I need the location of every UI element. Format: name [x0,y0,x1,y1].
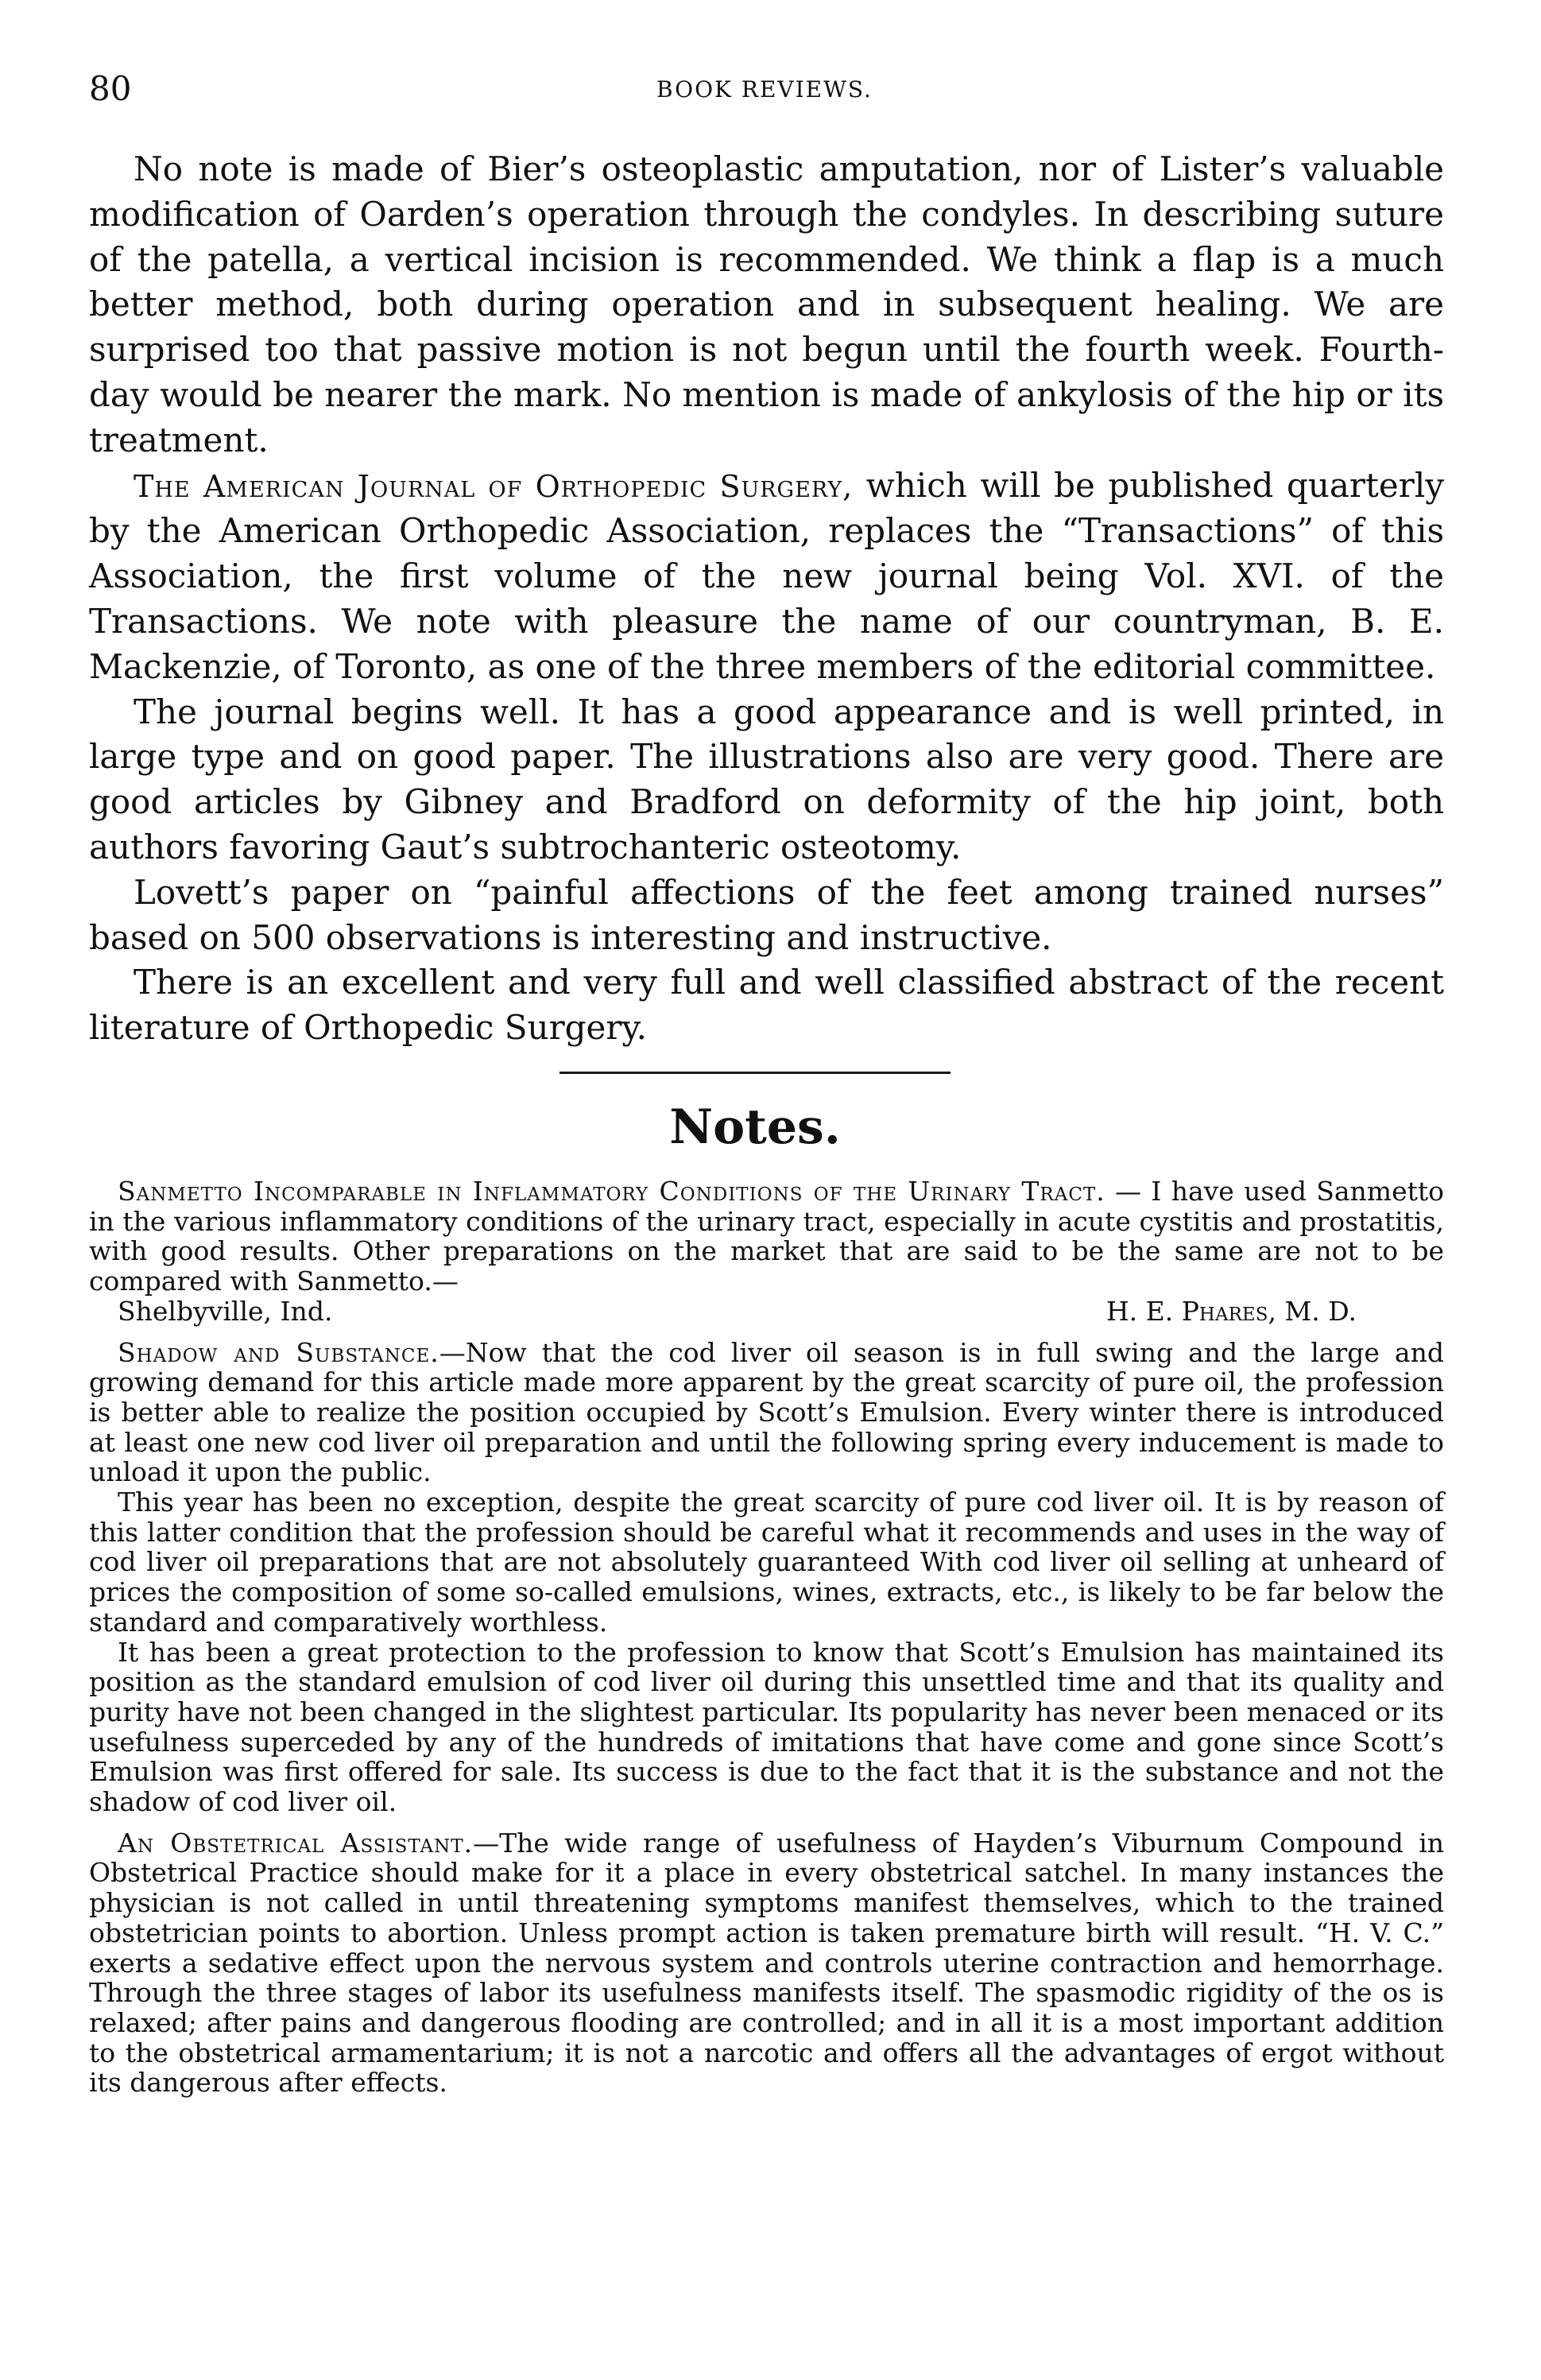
note-shadow-title: Shadow and Substance. [118,1336,439,1368]
note-shadow-paragraph-1 [89,1338,1444,1488]
review-paragraph-3: The journal begins well. It has a good appearance and is well printed, in large type and on good paper. The illustrations also are very good. There are good articles by Gibney and Bradford on deformity of the hip joint, both authors favoring Gaut’s subtrochanteric osteotomy. [89,692,1444,866]
book-reviews-section [89,147,1444,1051]
note-sanmetto-signature: H. E. Phares, M. D. [1105,1295,1357,1327]
review-paragraph-1: No note is made of Bier’s osteoplastic amputation, nor of Lister’s valuable modification of Oarden’s operation through the condyles. In describing suture of the patella, a vertical incision is recommended. We think a flap is a much better method, both during operation and in subsequent healing. We are surprised too that passive motion is not begun until the fourth week. Fourth-day would be nearer the mark. No mention is made of ankylosis of the hip or its treatment. [89,149,1444,459]
review-paragraph-4: Lovett’s paper on “painful affections of the feet among trained nurses” based on 500 observations is interesting and instructive. [89,872,1444,957]
review-paragraph-5: There is an excellent and very full and well classified abstract of the recent literature of Orthopedic Surgery. [89,963,1444,1048]
note-sanmetto [89,1176,1444,1297]
note-obstetrical-title: An Obstetrical Assistant. [118,1827,474,1859]
note-obstetrical [89,1828,1444,2098]
review-paragraph-2 [89,463,1444,690]
running-head: BOOK REVIEWS. [656,76,873,103]
note-sanmetto-title: Sanmetto Incomparable in Inflammatory Conditions of the Urinary Tract. [118,1176,1105,1207]
note-shadow-text-1: —Now that the cod liver oil season is in full swing and the large and growing demand for this article made more apparent by the great scarcity of pure oil, the profession is better able to realize the position occupied by Scott’s Emulsion. Every winter there is introduced at least one new cod liver oil preparation and until the following spring every inducement is made to unload it upon the public. [89,1336,1444,1488]
notes-heading: Notes. [669,1099,841,1155]
note-shadow-paragraph-3: It has been a great protection to the profession to know that Scott’s Emulsion has maintained its position as the standard emulsion of cod liver oil during this unsettled time and that its quality and purity have not been changed in the slightest particular. Its popularity has never been menaced or its usefulness superceded by any of the hundreds of imitations that have come and gone since Scott’s Emulsion was first offered for sale. Its success is due to the fact that it is the substance and not the shadow of cod liver oil. [89,1636,1444,1818]
page-number: 80 [89,69,132,108]
note-sanmetto-place: Shelbyville, Ind. [118,1295,333,1327]
note-sanmetto-body: — I have used Sanmetto in the various inflammatory conditions of the urinary tract, especially in acute cystitis and prostatitis, with good results. Other preparations on the market that are said to be the same are not to be compared with Sanmetto.— [89,1176,1444,1297]
page-header [89,65,1440,113]
notes-section [89,1176,1444,2098]
journal-title: The American Journal of Orthopedic Surgery, [134,468,854,504]
section-divider [559,1072,951,1074]
review-paragraph-2-text: which will be published quarterly by the American Orthopedic Association, replaces the “Transactions” of this Association, the first volume of the new journal being Vol. XVI. of the Transactions. We note with pleasure the name of our countryman, B. E. Mackenzie, of Toronto, as one of the three members of the editorial committee. [89,465,1444,686]
note-obstetrical-body: —The wide range of usefulness of Hayden’s Viburnum Compound in Obstetrical Practice should make for it a place in every obstetrical satchel. In many instances the physician is not called in until threatening symptoms manifest themselves, which to the trained obstetrician points to abortion. Unless prompt action is taken premature birth will result. “H. V. C.” exerts a sedative effect upon the nervous system and controls uterine contraction and hemorrhage. Through the three stages of labor its usefulness manifests itself. The spasmodic rigidity of the os is relaxed; after pains and dangerous flooding are controlled; and in all it is a most important addition to the obstetrical armamentarium; it is not a narcotic and offers all the advantages of ergot without its dangerous after effects. [89,1827,1445,2099]
note-shadow-paragraph-2: This year has been no exception, despite the great scarcity of pure cod liver oil. It is by reason of this latter condition that the profession should be careful what it recommends and uses in the way of cod liver oil preparations that are not absolutely guaranteed With cod liver oil selling at unheard of prices the composition of some so-called emulsions, wines, extracts, etc., is likely to be far below the standard and comparatively worthless. [89,1487,1444,1638]
note-sanmetto-signature-line [89,1297,1444,1327]
